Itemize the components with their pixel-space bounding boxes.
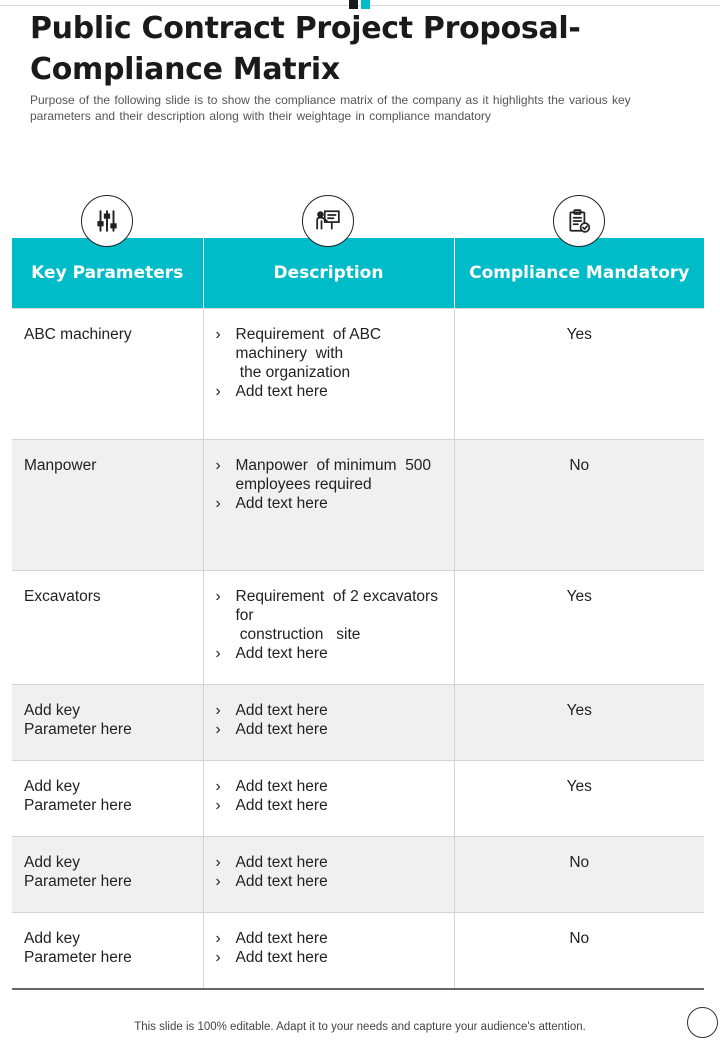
description-line: Add text here xyxy=(235,778,328,795)
description-text xyxy=(236,948,442,967)
description-cell xyxy=(203,685,454,761)
chevron-right-icon: › xyxy=(215,778,221,795)
description-bullet-item xyxy=(216,587,442,644)
compliance-matrix-table xyxy=(12,238,704,990)
title-line-1: Public Contract Project Proposal- xyxy=(30,11,581,46)
description-bullet-item xyxy=(216,853,442,872)
chevron-right-icon: › xyxy=(215,930,221,947)
parameter-text: Parameter here xyxy=(24,721,132,738)
footer-note: This slide is 100% editable. Adapt it to your needs and capture your audience's attention. xyxy=(134,1021,586,1033)
description-text xyxy=(236,382,442,401)
parameter-cell xyxy=(12,571,203,685)
table-row xyxy=(12,309,704,440)
description-text xyxy=(236,720,442,739)
description-line: Add text here xyxy=(235,873,328,890)
parameter-cell xyxy=(12,309,203,440)
table-row xyxy=(12,440,704,571)
description-text xyxy=(236,587,442,644)
parameter-cell xyxy=(12,913,203,989)
top-divider xyxy=(0,5,720,6)
chevron-right-icon: › xyxy=(215,495,221,512)
parameter-text: Add key xyxy=(24,854,81,871)
header-key-parameters: Key Parameters xyxy=(12,238,203,309)
description-text xyxy=(236,644,442,663)
description-line: Requirement of ABC xyxy=(235,326,382,343)
parameter-cell xyxy=(12,440,203,571)
parameter-text: ABC machinery xyxy=(24,326,132,343)
description-bullet-item xyxy=(216,701,442,720)
description-line: Add text here xyxy=(235,702,328,719)
table-row xyxy=(12,685,704,761)
parameter-text: Manpower xyxy=(24,457,97,474)
parameter-cell xyxy=(12,685,203,761)
chevron-right-icon: › xyxy=(215,645,221,662)
description-line: Add text here xyxy=(235,645,328,662)
description-line: construction site xyxy=(235,626,361,643)
description-text xyxy=(236,456,442,494)
table-header-row xyxy=(12,238,704,309)
table-row xyxy=(12,761,704,837)
sliders-icon xyxy=(81,195,133,247)
description-text xyxy=(236,325,442,382)
description-text xyxy=(236,872,442,891)
description-line: Add text here xyxy=(235,721,328,738)
page-title xyxy=(30,8,670,90)
description-bullet-item xyxy=(216,644,442,663)
description-line: Add text here xyxy=(235,383,328,400)
table-row xyxy=(12,571,704,685)
chevron-right-icon: › xyxy=(215,588,221,605)
parameter-cell xyxy=(12,761,203,837)
parameter-text: Parameter here xyxy=(24,873,132,890)
clipboard-check-icon xyxy=(553,195,605,247)
description-cell xyxy=(203,761,454,837)
compliance-cell: No xyxy=(454,913,704,989)
description-line: machinery with xyxy=(235,345,344,362)
parameter-text: Add key xyxy=(24,930,81,947)
parameter-text: Add key xyxy=(24,702,81,719)
parameter-cell xyxy=(12,837,203,913)
compliance-cell: No xyxy=(454,837,704,913)
parameter-text: Parameter here xyxy=(24,797,132,814)
page-subtitle: Purpose of the following slide is to show the compliance matrix of the company as it highlights the various key parameters and their description along with their weightage in compliance mandatory xyxy=(30,93,631,123)
description-bullet-item xyxy=(216,796,442,815)
description-bullet-item xyxy=(216,325,442,382)
compliance-cell: No xyxy=(454,440,704,571)
chevron-right-icon: › xyxy=(215,702,221,719)
header-compliance-mandatory: Compliance Mandatory xyxy=(454,238,704,309)
description-text xyxy=(236,777,442,796)
compliance-cell: Yes xyxy=(454,571,704,685)
table-row xyxy=(12,837,704,913)
description-text xyxy=(236,853,442,872)
chevron-right-icon: › xyxy=(215,721,221,738)
corner-circle xyxy=(687,1007,718,1038)
description-line: Add text here xyxy=(235,854,328,871)
description-line: Add text here xyxy=(235,495,328,512)
parameter-text: Parameter here xyxy=(24,949,132,966)
description-cell xyxy=(203,309,454,440)
chevron-right-icon: › xyxy=(215,949,221,966)
description-cell xyxy=(203,571,454,685)
compliance-cell: Yes xyxy=(454,685,704,761)
chevron-right-icon: › xyxy=(215,383,221,400)
description-bullet-item xyxy=(216,948,442,967)
description-cell xyxy=(203,913,454,989)
description-bullet-item xyxy=(216,872,442,891)
table-row xyxy=(12,913,704,989)
parameter-text: Add key xyxy=(24,778,81,795)
description-cell xyxy=(203,837,454,913)
description-bullet-item xyxy=(216,382,442,401)
description-line: Manpower of minimum 500 xyxy=(235,457,432,474)
description-text xyxy=(236,701,442,720)
chevron-right-icon: › xyxy=(215,854,221,871)
description-line: Requirement of 2 excavators xyxy=(235,588,438,605)
description-line: employees required xyxy=(235,476,372,493)
description-text xyxy=(236,796,442,815)
chevron-right-icon: › xyxy=(215,457,221,474)
presentation-icon xyxy=(302,195,354,247)
description-cell xyxy=(203,440,454,571)
description-line: Add text here xyxy=(235,930,328,947)
chevron-right-icon: › xyxy=(215,873,221,890)
description-line: the organization xyxy=(235,364,351,381)
description-bullet-item xyxy=(216,720,442,739)
parameter-text: Excavators xyxy=(24,588,101,605)
description-line: for xyxy=(235,607,254,624)
compliance-cell: Yes xyxy=(454,309,704,440)
description-bullet-item xyxy=(216,777,442,796)
title-line-2: Compliance Matrix xyxy=(30,52,340,87)
header-description: Description xyxy=(203,238,454,309)
description-bullet-item xyxy=(216,456,442,494)
chevron-right-icon: › xyxy=(215,326,221,343)
description-text xyxy=(236,929,442,948)
description-text xyxy=(236,494,442,513)
chevron-right-icon: › xyxy=(215,797,221,814)
description-line: Add text here xyxy=(235,949,328,966)
description-bullet-item xyxy=(216,929,442,948)
compliance-cell: Yes xyxy=(454,761,704,837)
description-bullet-item xyxy=(216,494,442,513)
description-line: Add text here xyxy=(235,797,328,814)
